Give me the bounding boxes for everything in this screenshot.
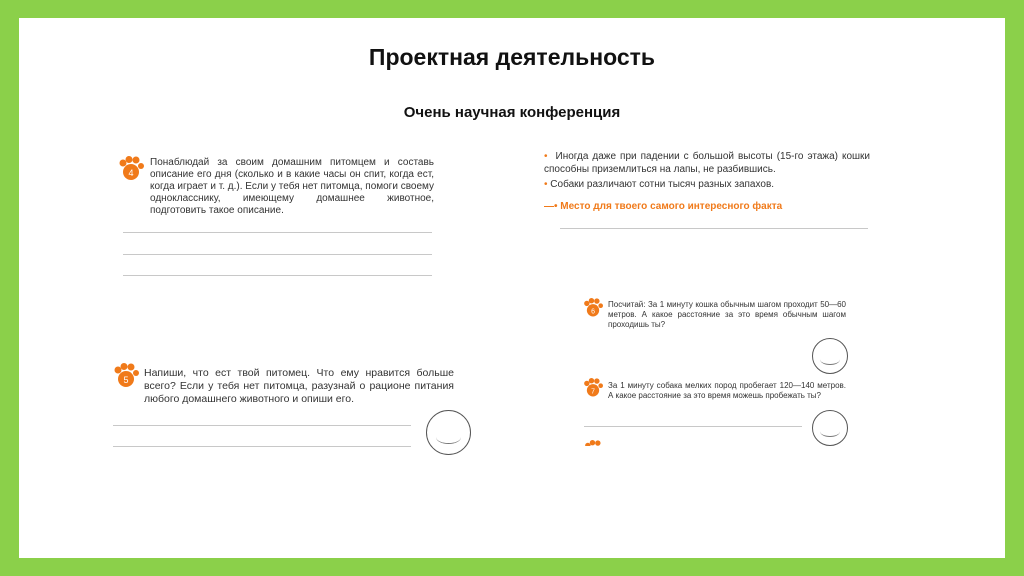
slide-title: Проектная деятельность — [368, 44, 656, 70]
answer-line — [584, 426, 802, 427]
paw-icon — [583, 378, 603, 398]
slide-subtitle: Очень научная конференция — [403, 104, 621, 121]
task-7-text: За 1 минуту собака мелких пород пробегает 120—140 метров. А какое расстояние за это время можешь пробежать ты? — [608, 381, 846, 400]
answer-line — [113, 446, 411, 447]
svg-text:7: 7 — [591, 388, 595, 396]
answer-line — [123, 232, 432, 233]
paw-icon — [118, 156, 144, 182]
paw-icon — [113, 363, 139, 389]
smiley-circle — [812, 410, 848, 446]
task-5-text: Напиши, что ест твой питомец. Что ему нравится больше всего? Если у тебя нет питомца, разузнай о рационе питания любого домашнего животного и опиши его. — [144, 367, 454, 405]
paw-icon — [583, 298, 603, 318]
answer-line — [113, 425, 411, 426]
task-4-text: Понаблюдай за своим домашним питомцем и составь описание его дня (сколько и в какие часы он спит, когда ест, когда играет и т. д.). Если у тебя нет питомца, помоги своему однокласснику, имеющему домашнее животное, подготовить такое описание. — [150, 157, 435, 216]
answer-line — [123, 254, 432, 255]
answer-line — [123, 275, 432, 276]
paw-icon-cropped — [584, 440, 604, 446]
fact-2: • Собаки различают сотни тысяч разных запахов. — [544, 179, 775, 190]
slide-canvas — [19, 18, 1005, 558]
fact-placeholder-heading: —• Место для твоего самого интересного факта — [544, 201, 783, 212]
svg-text:6: 6 — [591, 308, 595, 316]
task-6-text: Посчитай: За 1 минуту кошка обычным шагом проходит 50—60 метров. А какое расстояние за это время обычным шагом проходишь ты? — [608, 300, 846, 329]
svg-text:4: 4 — [128, 168, 134, 178]
smiley-circle — [812, 338, 848, 374]
answer-line — [560, 228, 868, 229]
smiley-circle — [426, 410, 471, 455]
svg-text:5: 5 — [123, 375, 129, 385]
fact-1: • Иногда даже при падении с большой высоты (15-го этажа) кошки способны приземлиться на лапы, не разбившись. — [544, 151, 871, 175]
